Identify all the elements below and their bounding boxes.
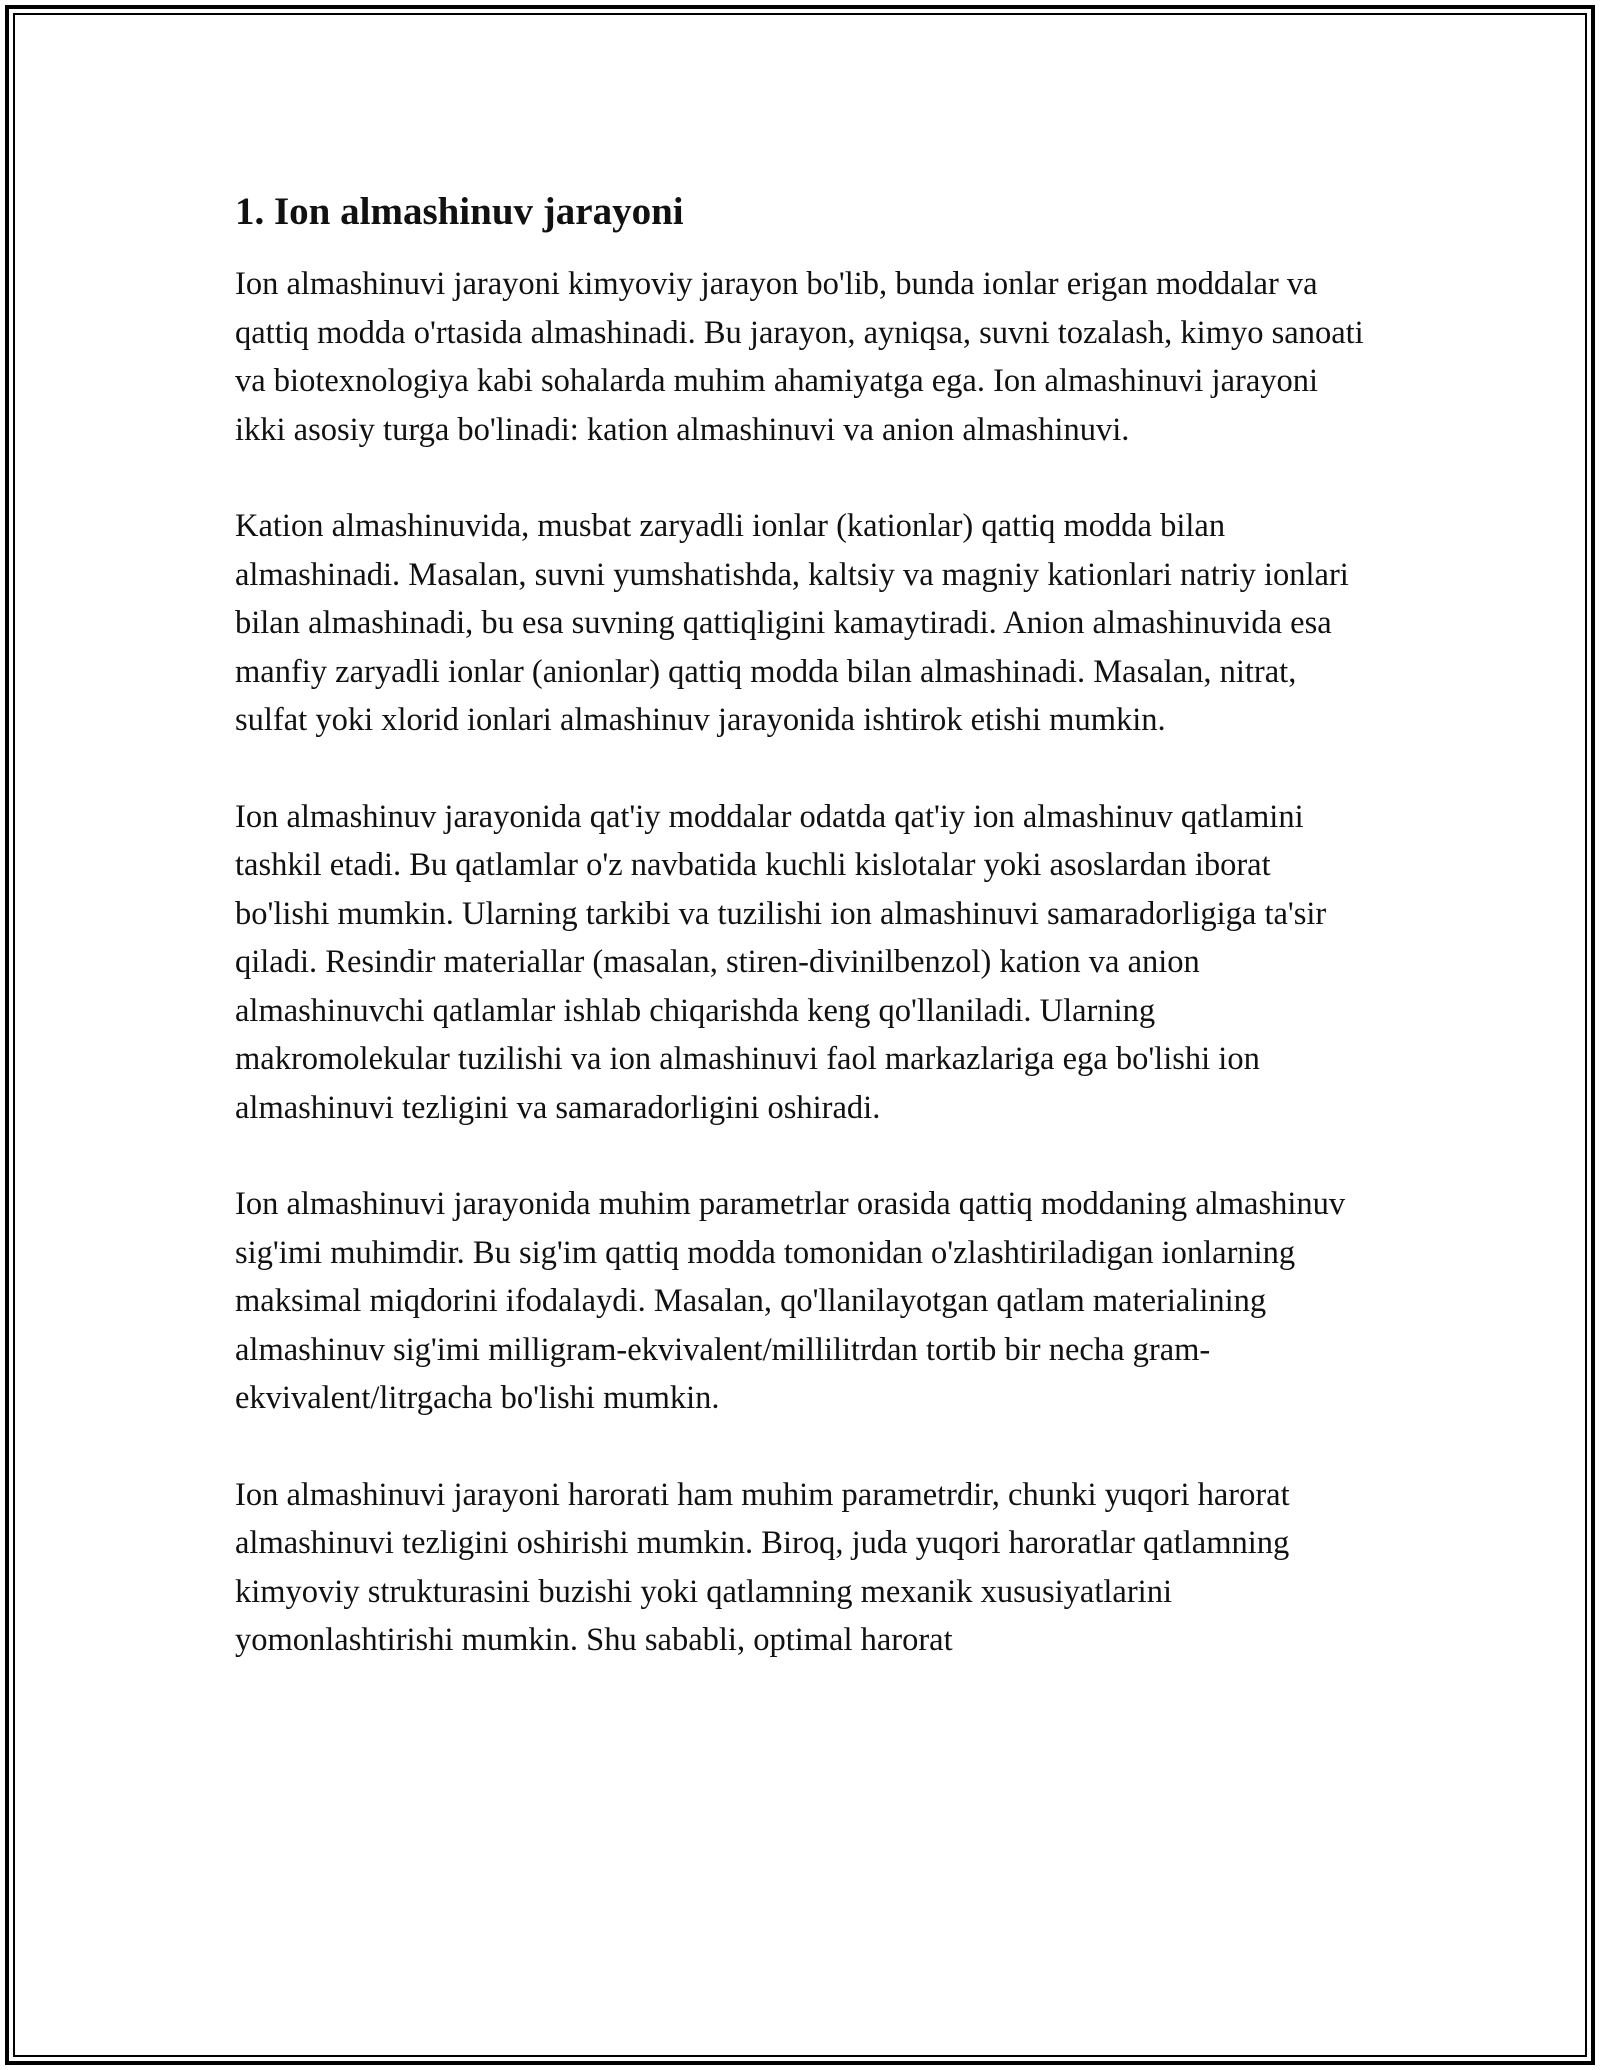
paragraph-temperature: Ion almashinuvi jarayoni harorati ham muhim parametrdir, chunki yuqori harorat almashinuvi tezligini oshirishi mumkin. Biroq, juda yuqori haroratlar qatlamning kimyoviy strukturasini buzishi yoki qatlamning mexanik xususiyatlarini yomonlashtirishi mumkin. Shu sababli, optimal harorat [235,1476,1290,1658]
paragraph-capacity: Ion almashinuvi jarayonida muhim parametrlar orasida qattiq moddaning almashinuv sig'imi muhimdir. Bu sig'im qattiq modda tomonidan o'zlashtiriladigan ionlarning maksimal miqdorini ifodalaydi. Masalan, qo'llanilayotgan qatlam materialining almashinuv sig'imi milligram-ekvivalent/millilitrdan tortib bir necha gram-ekvivalent/litrgacha bo'lishi mumkin. [235,1186,1346,1416]
section-heading: 1. Ion almashinuv jarayoni [235,190,684,233]
paragraph-layers: Ion almashinuv jarayonida qat'iy moddalar odatda qat'iy ion almashinuv qatlamini tashkil etadi. Bu qatlamlar o'z navbatida kuchli kislotalar yoki asoslardan iborat bo'lishi mumkin. Ularning tarkibi va tuzilishi ion almashinuvi samaradorligiga ta'sir qiladi. Resindir materiallar (masalan, stiren-divinilbenzol) kation va anion almashinuvchi qatlamlar ishlab chiqarishda keng qo'llaniladi. Ularning makromolekular tuzilishi va ion almashinuvi faol markazlariga ega bo'lishi ion almashinuvi tezligini va samaradorligini oshiradi. [235,798,1327,1126]
paragraph-cation-anion: Kation almashinuvida, musbat zaryadli ionlar (kationlar) qattiq modda bilan almashinadi. Masalan, suvni yumshatishda, kaltsiy va magniy kationlari natriy ionlari bilan almashinadi, bu esa suvning qattiqligini kamaytiradi. Anion almashinuvida esa manfiy zaryadli ionlar (anionlar) qattiq modda bilan almashinadi. Masalan, nitrat, sulfat yoki xlorid ionlari almashinuv jarayonida ishtirok etishi mumkin. [235,508,1349,738]
document-body [235,188,1370,1713]
paragraph-intro: Ion almashinuvi jarayoni kimyoviy jarayon bo'lib, bunda ionlar erigan moddalar va qattiq modda o'rtasida almashinadi. Bu jarayon, ayniqsa, suvni tozalash, kimyo sanoati va biotexnologiya kabi sohalarda muhim ahamiyatga ega. Ion almashinuvi jarayoni ikki asosiy turga bo'linadi: kation almashinuvi va anion almashinuvi. [235,266,1364,448]
